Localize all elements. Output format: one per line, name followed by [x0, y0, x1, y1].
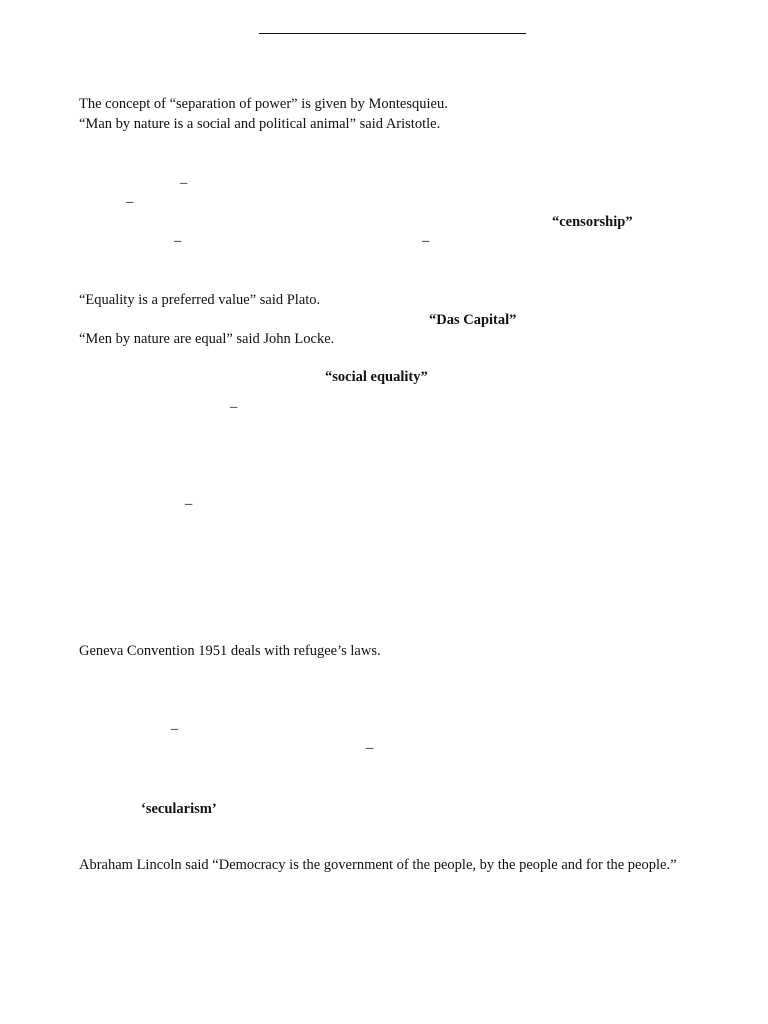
statement-lincoln: Abraham Lincoln said “Democracy is the government of the people, by the people and for the people.”: [79, 857, 677, 873]
title-underline: [259, 33, 526, 34]
dash-mark: –: [126, 194, 134, 210]
statement-aristotle: “Man by nature is a social and political animal” said Aristotle.: [79, 116, 441, 132]
dash-mark: –: [174, 233, 182, 249]
statement-geneva: Geneva Convention 1951 deals with refugee’s laws.: [79, 643, 381, 659]
dash-mark: –: [185, 496, 193, 512]
statement-locke: “Men by nature are equal” said John Locke.: [79, 331, 335, 347]
keyword-secularism: ‘secularism’: [141, 801, 217, 817]
dash-mark: –: [171, 721, 179, 737]
dash-mark: –: [230, 399, 238, 415]
keyword-das-capital: “Das Capital”: [429, 312, 517, 328]
dash-mark: –: [422, 233, 430, 249]
dash-mark: –: [366, 740, 374, 756]
statement-separation-of-power: The concept of “separation of power” is given by Montesquieu.: [79, 96, 448, 112]
keyword-censorship: “censorship”: [552, 214, 633, 230]
statement-plato: “Equality is a preferred value” said Plato.: [79, 292, 321, 308]
dash-mark: –: [180, 175, 188, 191]
keyword-social-equality: “social equality”: [325, 369, 428, 385]
